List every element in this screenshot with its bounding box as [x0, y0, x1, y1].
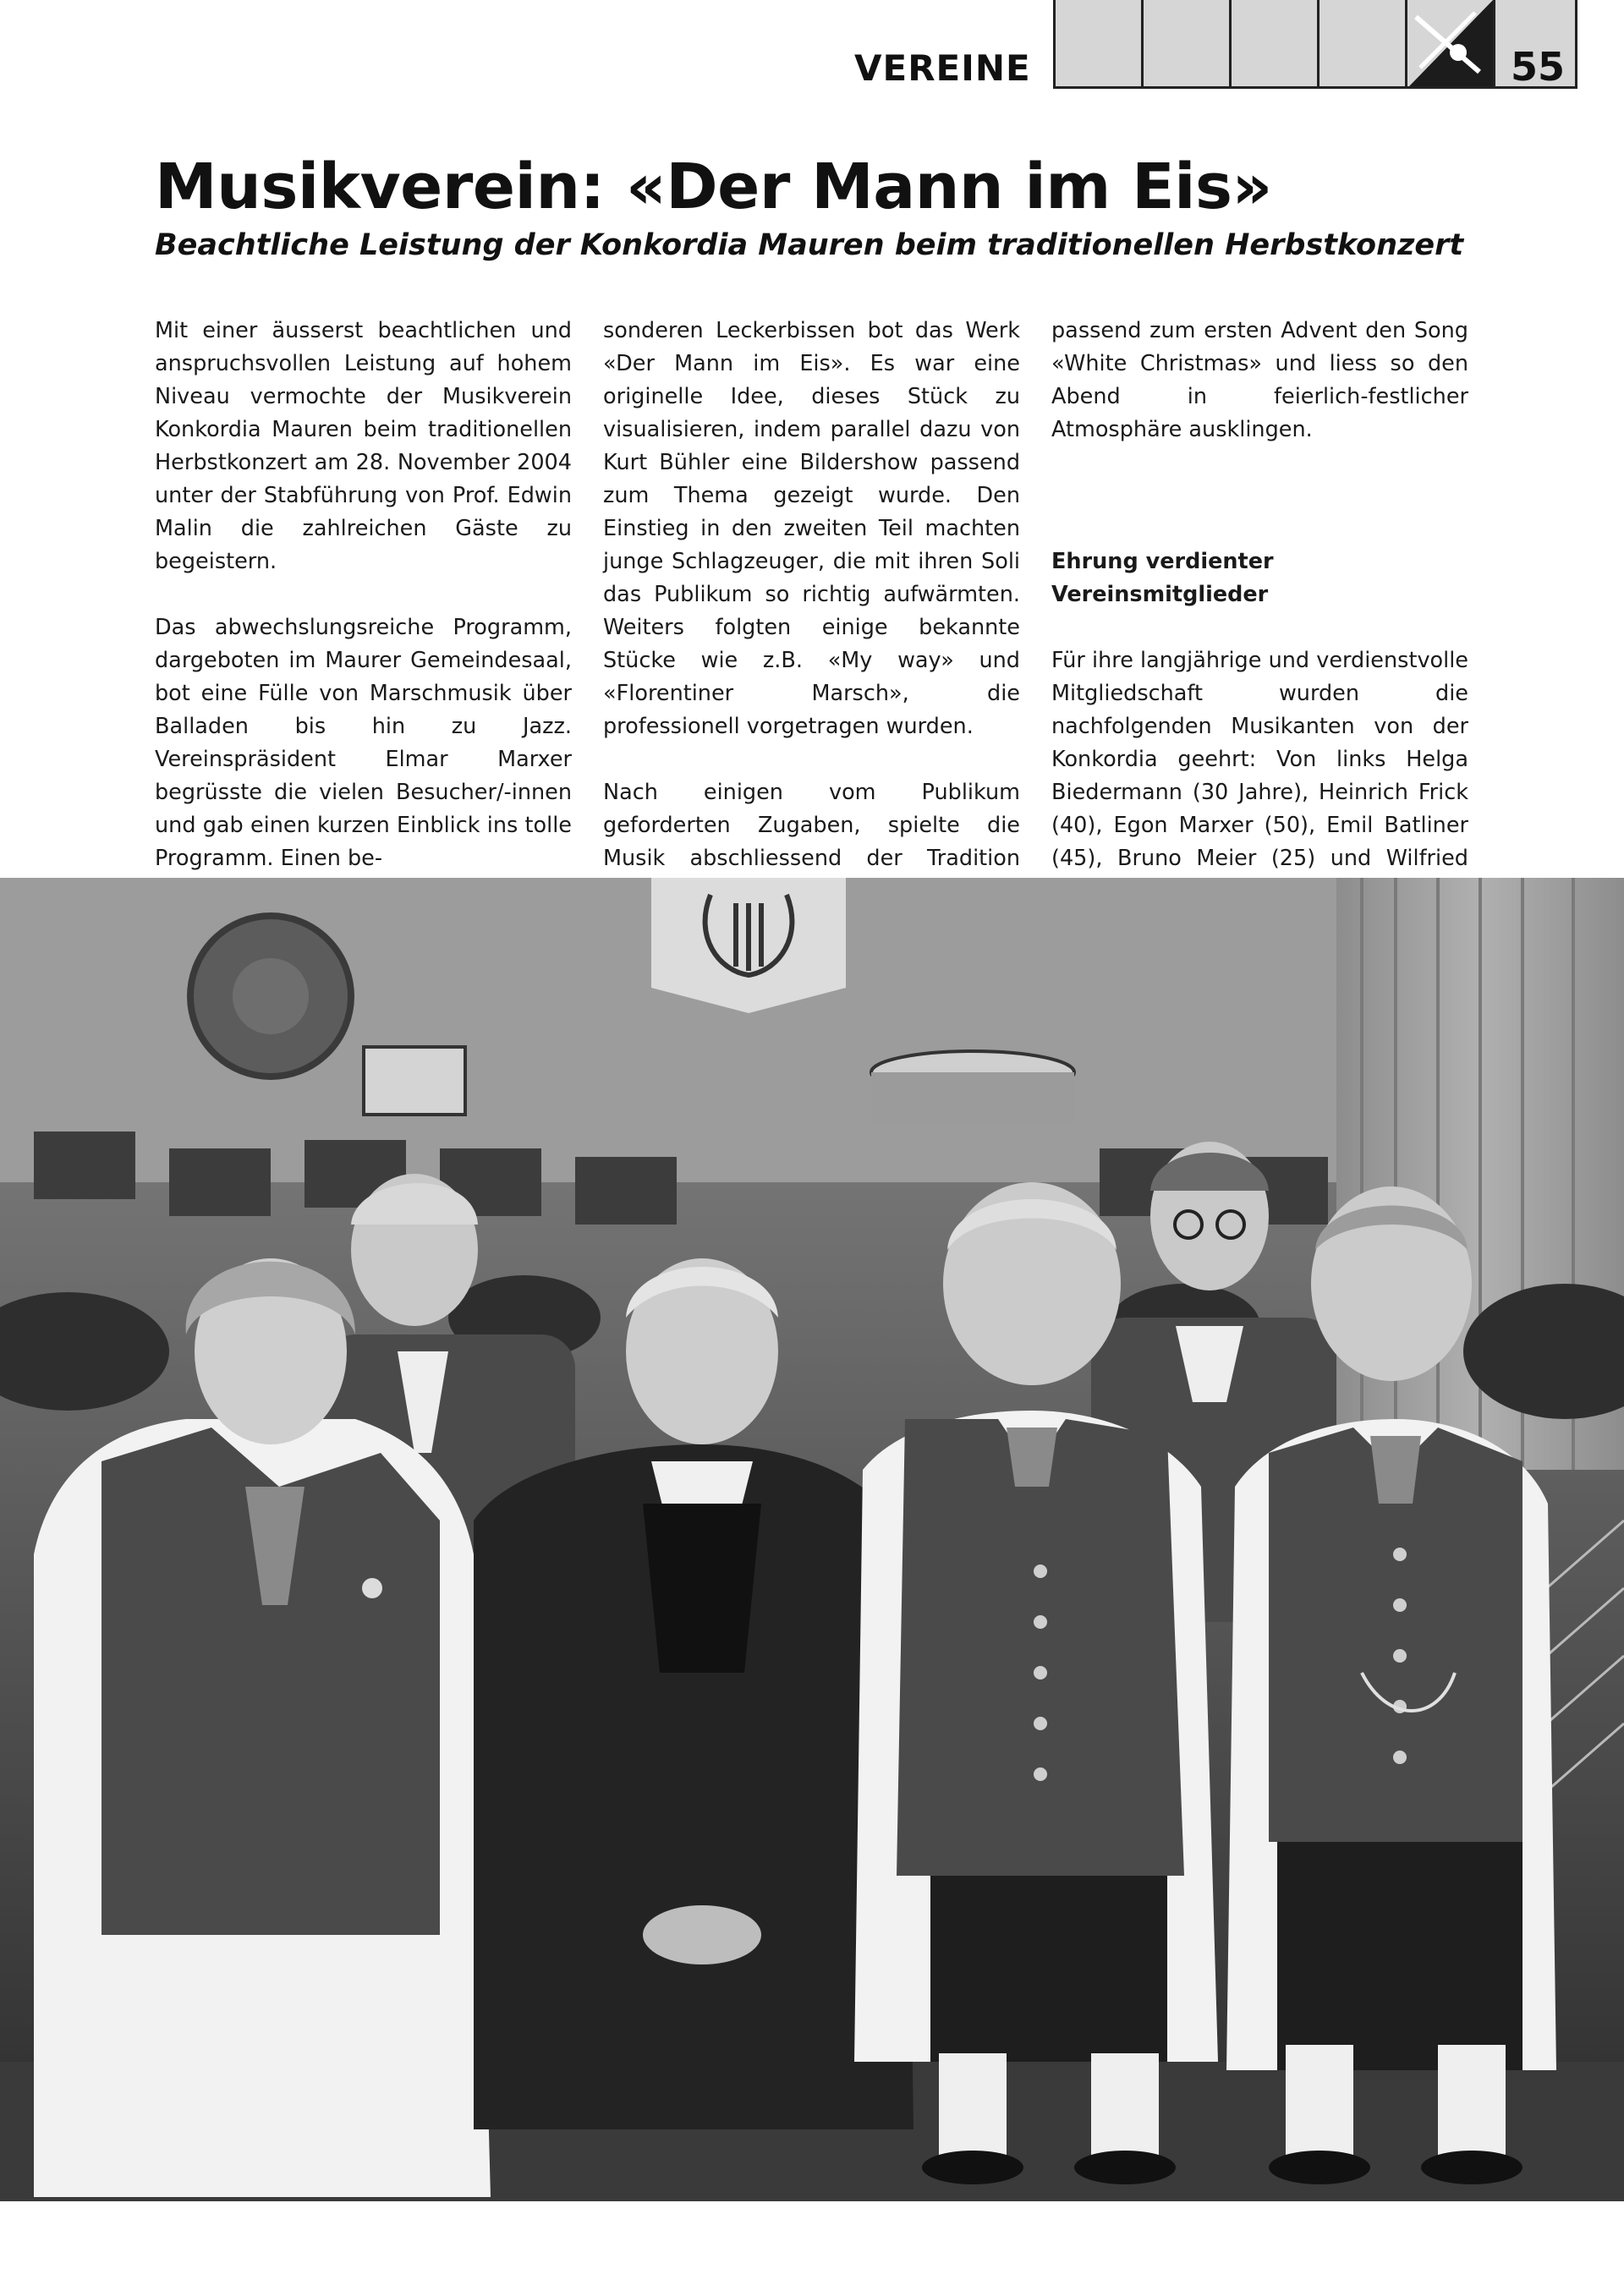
header-cell [1229, 0, 1317, 88]
paragraph: passend zum ersten Advent den Song «White Christmas» und liess so den Abend in feierlich-festlicher Atmosphäre ausklingen. [1051, 318, 1468, 442]
section-heading [1051, 545, 1468, 611]
group-photo-icon [0, 878, 1624, 2201]
group-photo [0, 878, 1624, 2201]
page-number: 55 [1510, 44, 1565, 90]
crossed-instruments-icon [1405, 0, 1493, 88]
text-column-3 [1051, 315, 1468, 908]
section-heading-line: Ehrung verdienter [1051, 549, 1274, 574]
paragraph: Für ihre langjährige und verdienstvolle Mitgliedschaft wurden die nachfolgenden Musikanten von der Konkordia geehrt: Von links Helga Biedermann (30 Jahre), Heinrich Frick (40), Egon Marxer (50), Emil Batliner (45), Bruno Meier (25) und Wilfried [1051, 648, 1468, 871]
paragraph: Mit einer äusserst beachtlichen und anspruchsvollen Leistung auf hohem Niveau vermochte der Musikverein Konkordia Mauren beim traditionellen Herbstkonzert am 28. November 2004 unter der Stabführung von Prof. Edwin Malin die zahlreichen Gäste zu begeistern. [155, 318, 572, 574]
text-column-2 [603, 315, 1020, 908]
section-heading-line: Vereinsmitglieder [1051, 582, 1269, 607]
paragraph: sonderen Leckerbissen bot das Werk «Der Mann im Eis». Es war eine originelle Idee, dieses Stück zu visualisieren, indem parallel dazu von Kurt Bühler eine Bildershow passend zum Thema gezeigt wurde. Den Einstieg in den zweiten Teil machten junge Schlagzeuger, die mit ihren Soli das Publikum so richtig aufwärmten. Weiters folgten einige bekannte Stücke wie z.B. «My way» und «Florentiner Marsch», die professionell vorgetragen wurden. [603, 318, 1020, 739]
header-cell [1141, 0, 1229, 88]
paragraph: Nach einigen vom Publikum geforderten Zugaben, spielte die Musik abschliessend der Tradition [603, 780, 1020, 871]
page-footer-margin [0, 2201, 1624, 2296]
header-cell [1317, 0, 1405, 88]
page-subtitle: Beachtliche Leistung der Konkordia Mauren beim traditionellen Herbstkonzert [155, 228, 1464, 262]
section-label: VEREINE [854, 47, 1031, 89]
header-cell [1053, 0, 1141, 88]
paragraph: Das abwechslungsreiche Programm, dargeboten im Maurer Gemeindesaal, bot eine Fülle von Marschmusik über Balladen bis hin zu Jazz. Vereinspräsident Elmar Marxer begrüsste die vielen Besucher/-innen und gab einen kurzen Einblick ins tolle Programm. Einen be- [155, 615, 572, 871]
text-column-1 [155, 315, 572, 875]
page-title: Musikverein: «Der Mann im Eis» [155, 151, 1272, 223]
